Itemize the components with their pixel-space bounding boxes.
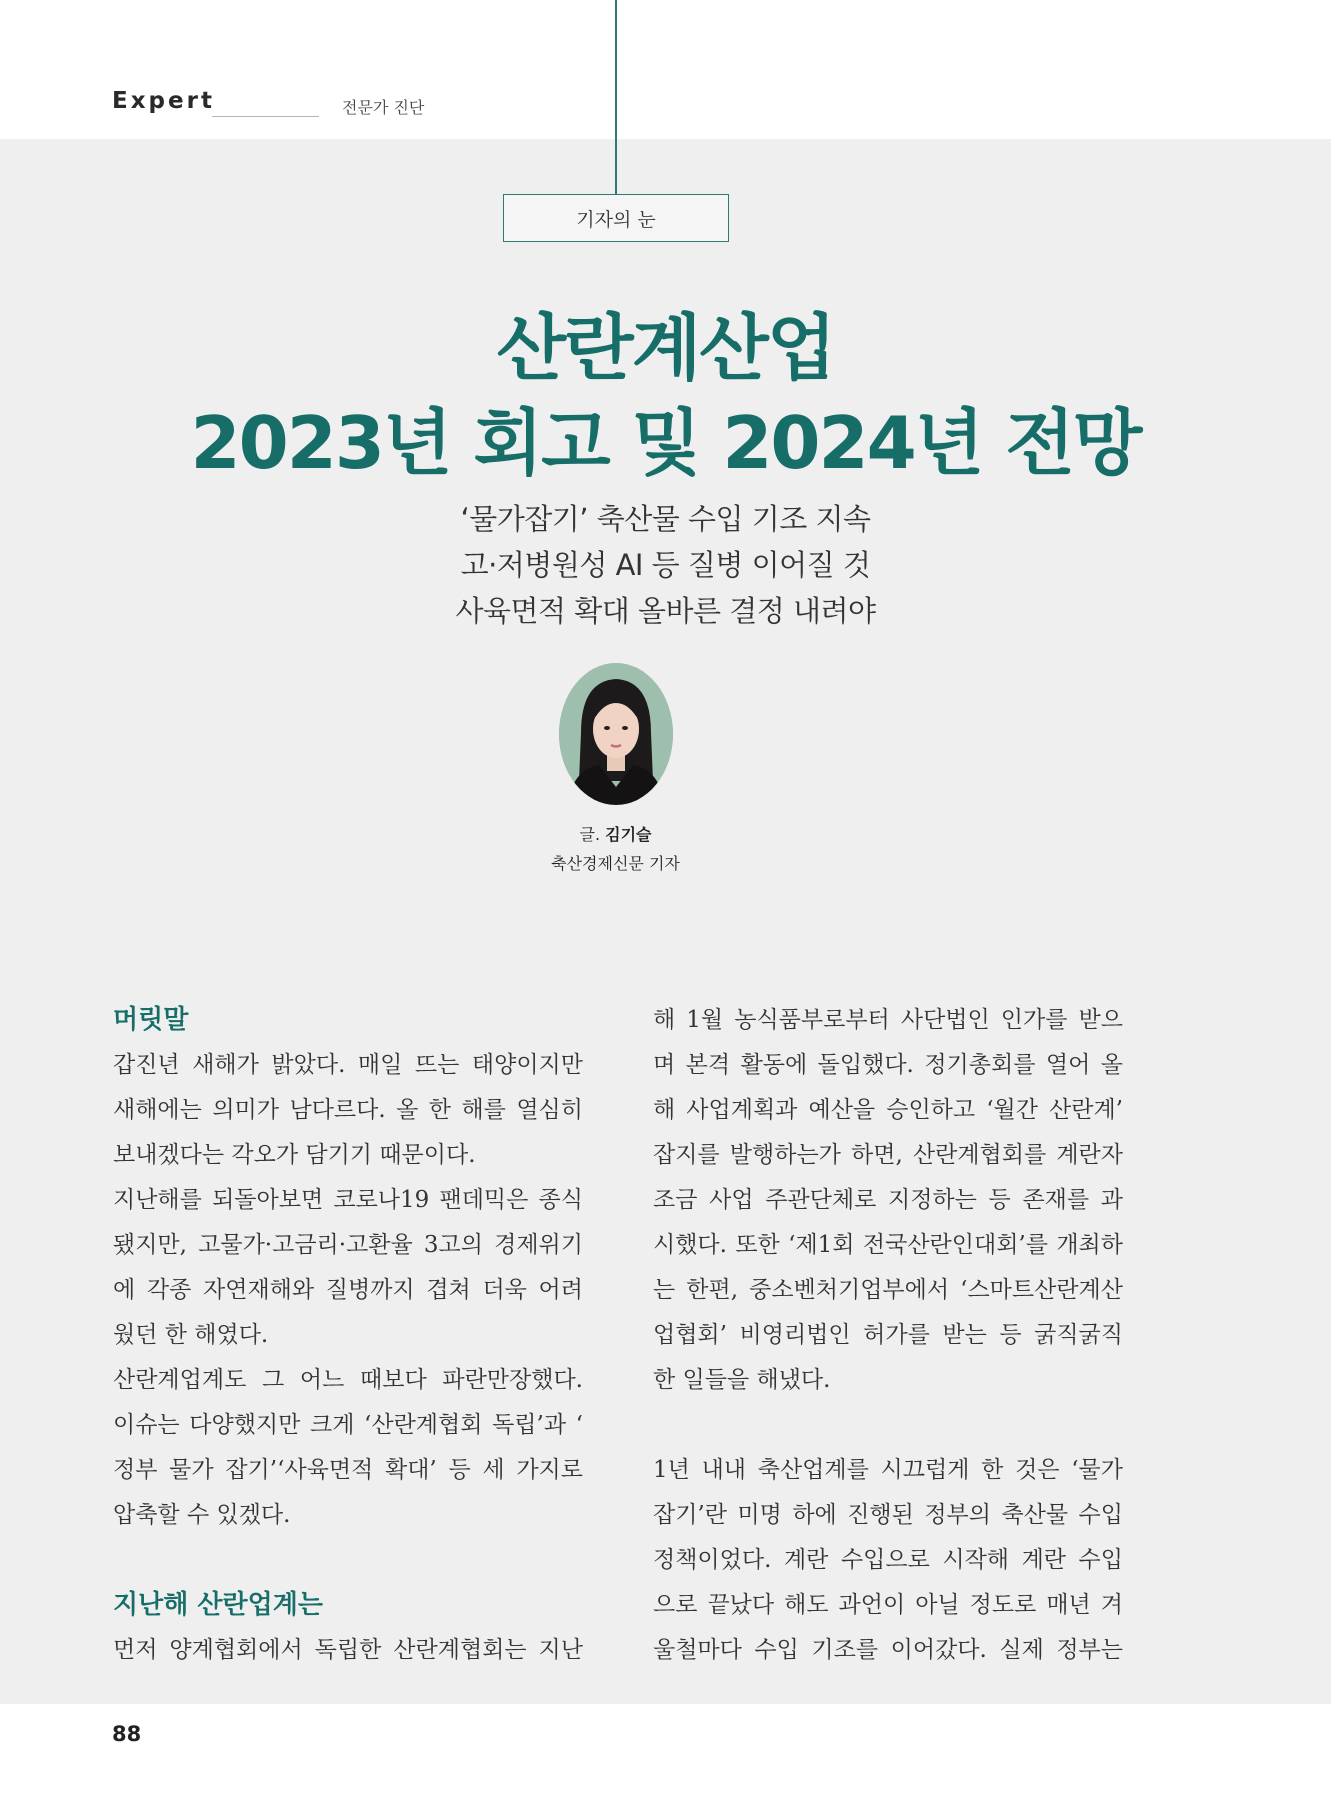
author-photo — [559, 663, 673, 805]
page-footer — [0, 1704, 1331, 1820]
column-tag: 기자의 눈 — [503, 194, 729, 242]
body-line: 압축할 수 있겠다. — [113, 1502, 291, 1528]
body-line: 이슈는 다양했지만 크게 ‘산란계협회 독립’과 ‘ — [113, 1412, 583, 1438]
body-line: 잡기’란 미명 하에 진행된 정부의 축산물 수입 — [653, 1502, 1123, 1528]
page-header — [0, 0, 1331, 139]
section-subtitle: 전문가 진단 — [342, 98, 425, 117]
body-line: 보내겠다는 각오가 담기기 때문이다. — [113, 1142, 476, 1168]
body-line: 업협회’ 비영리법인 허가를 받는 등 굵직굵직 — [653, 1322, 1123, 1348]
article-title-line2: 2023년 회고 및 2024년 전망 — [190, 401, 1141, 485]
body-line: 며 본격 활동에 돌입했다. 정기총회를 열어 올 — [653, 1052, 1123, 1078]
body-line: 정부 물가 잡기’‘사육면적 확대’ 등 세 가지로 — [113, 1457, 583, 1483]
subtitle-line: ‘물가잡기’ 축산물 수입 기조 지속 — [460, 502, 871, 536]
body-line: 조금 사업 주관단체로 지정하는 등 존재를 과 — [653, 1187, 1123, 1213]
body-line: 지난해를 되돌아보면 코로나19 팬데믹은 종식 — [113, 1187, 583, 1213]
body-line: 으로 끝났다 해도 과언이 아닐 정도로 매년 겨 — [653, 1592, 1123, 1618]
article-title-line1: 산란계산업 — [496, 306, 835, 390]
body-line: 먼저 양계협회에서 독립한 산란계협회는 지난 — [113, 1637, 583, 1663]
body-line: 새해에는 의미가 남다르다. 올 한 해를 열심히 — [113, 1097, 583, 1123]
section-divider — [212, 116, 319, 117]
body-line: 산란계업계도 그 어느 때보다 파란만장했다. — [113, 1367, 583, 1393]
body-line: 는 한편, 중소벤처기업부에서 ‘스마트산란계산 — [653, 1277, 1123, 1303]
body-line: 시했다. 또한 ‘제1회 전국산란인대회’를 개최하 — [653, 1232, 1123, 1258]
body-line: 웠던 한 해였다. — [113, 1322, 269, 1348]
body-line: 에 각종 자연재해와 질병까지 겹쳐 더욱 어려 — [113, 1277, 583, 1303]
author-role: 축산경제신문 기자 — [551, 854, 680, 873]
author-name: 김기슬 — [605, 825, 652, 844]
body-line: 한 일들을 해냈다. — [653, 1367, 831, 1393]
section-heading: 지난해 산란업계는 — [113, 1590, 323, 1620]
body-line: 정책이었다. 계란 수입으로 시작해 계란 수입 — [653, 1547, 1123, 1573]
body-column-left — [113, 998, 583, 1673]
section-heading: 머릿말 — [113, 1005, 189, 1035]
body-line: 됐지만, 고물가·고금리·고환율 3고의 경제위기 — [113, 1232, 583, 1258]
author-prefix: 글. — [579, 825, 606, 844]
section-label: Expert — [112, 88, 215, 114]
body-line: 갑진년 새해가 밝았다. 매일 뜨는 태양이지만 — [113, 1052, 583, 1078]
body-line: 해 1월 농식품부로부터 사단법인 인가를 받으 — [653, 1007, 1123, 1033]
subtitle-line: 사육면적 확대 올바른 결정 내려야 — [455, 594, 876, 628]
body-line: 1년 내내 축산업계를 시끄럽게 한 것은 ‘물가 — [653, 1457, 1123, 1483]
subtitle-line: 고·저병원성 AI 등 질병 이어질 것 — [460, 548, 871, 582]
author-byline — [0, 822, 1231, 845]
body-column-right — [653, 998, 1123, 1673]
body-line: 해 사업계획과 예산을 승인하고 ‘월간 산란계’ — [653, 1097, 1123, 1123]
page-number: 88 — [112, 1722, 142, 1746]
body-line: 잡지를 발행하는가 하면, 산란계협회를 계란자 — [653, 1142, 1123, 1168]
vertical-accent-line — [615, 0, 617, 194]
body-line: 울철마다 수입 기조를 이어갔다. 실제 정부는 — [653, 1637, 1123, 1663]
